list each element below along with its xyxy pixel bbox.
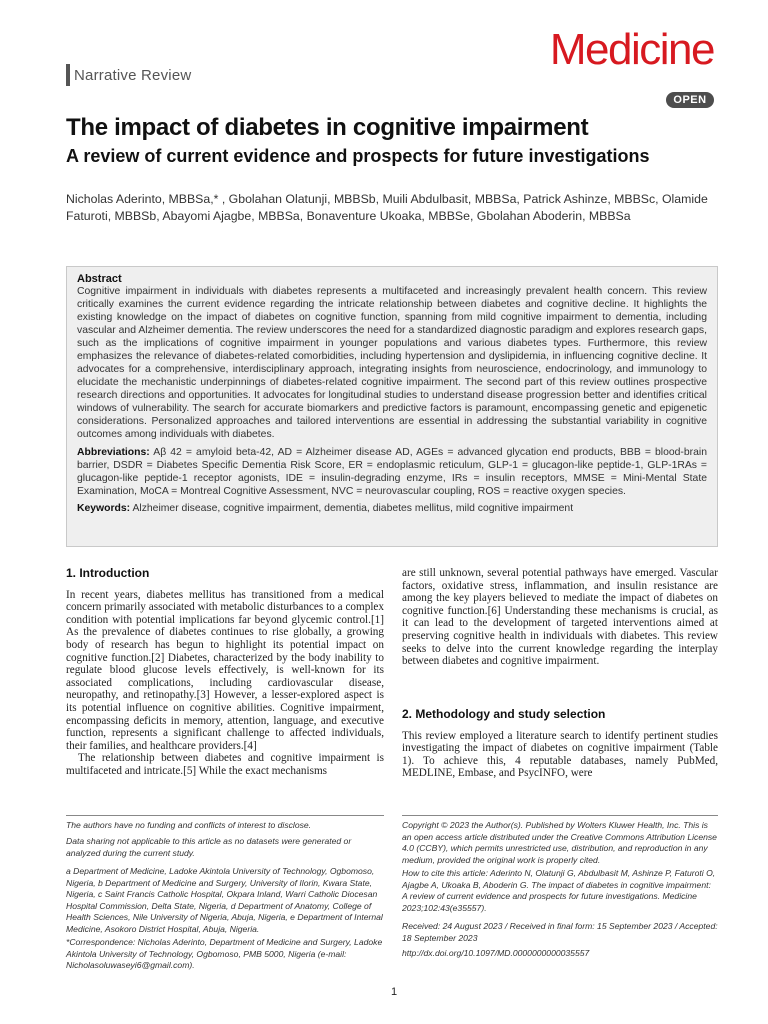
page-number: 1 <box>390 986 398 998</box>
copyright-note: Copyright © 2023 the Author(s). Published by Wolters Kluwer Health, Inc. This is an open access article distributed under the Creative Commons Attribution License 4.0 (CCBY), which permits unrestricted use, distribution, and reproduction in any medium, provided the original work is properly cited. <box>402 820 717 865</box>
intro-heading: 1. Introduction <box>66 566 150 580</box>
abstract-box <box>66 266 718 547</box>
doi-link[interactable]: http://dx.doi.org/10.1097/MD.0000000000035557 <box>402 948 590 958</box>
keywords-label: Keywords: <box>77 503 131 514</box>
data-sharing-note: Data sharing not applicable to this article as no datasets were generated or analyzed during the current study. <box>66 836 352 858</box>
correspondence-note: *Correspondence: Nicholas Aderinto, Department of Medicine and Surgery, Ladoke Akintola University of Technology, Ogbomoso, PMB 5000, Nigeria (e-mail: Nicholasoluwaseyi6@gmail.com). <box>66 937 383 971</box>
methods-section <box>402 708 718 780</box>
affiliations-note: a Department of Medicine, Ladoke Akintola University of Technology, Ogbomoso, Nigeria, b Department of Medicine and Surgery, University of Ilorin, Kwara State, Nigeria, c Saint Francis Catholic Hospital, Okpara Inland, Warri Catholic Diocesan Hospital Commission, Delta State, Nigeria, d Department of Anatomy, College of Health Sciences, Nile University of Nigeria, Abuja, Nigeria, e Department of Internal Medicine, Asokoro District Hospital, Abuja, Nigeria. <box>66 866 383 934</box>
article-subtitle: A review of current evidence and prospects for future investigations <box>66 146 650 166</box>
methods-paragraph-1: This review employed a literature search to identify pertinent studies investigating the impact of diabetes on cognitive impairment (Table 1). To achieve this, 4 reputable databases, namely PubMed, MEDLINE, Embase, and PsycINFO, were <box>402 729 718 780</box>
author-line: Nicholas Aderinto, MBBSa,* , Gbolahan Olatunji, MBBSb, Muili Abdulbasit, MBBSa, Patrick Ashinze, MBBSc, Olamide Faturoti, MBBSb, Abayomi Ajagbe, MBBSa, Bonaventure Ukoaka, MBBSe, Gbolahan Aboderin, MBBSa <box>66 192 708 223</box>
right-column <box>402 567 718 668</box>
left-column <box>66 567 384 778</box>
abstract-text: Cognitive impairment in individuals with diabetes represents a multifaceted and increasingly prevalent health concern. This review critically examines the current evidence regarding the intricate relationship between diabetes and cognitive decline. It highlights the existing knowledge on the impact of diabetes on cognitive function, spanning from mild cognitive impairment to dementia, including vascular and Alzheimer dementia. The review underscores the need for a standardized diagnostic paradigm and explores research gaps, such as the implications of cognitive impairment in younger populations and various diabetes types. Furthermore, this review emphasizes the relevance of diabetes-related comorbidities, including hypertension and dyslipidemia, in influencing cognitive decline. It advocates for a comprehensive, interdisciplinary approach, integrating insights from neuroscience, endocrinology, and immunology to elucidate the mechanistic underpinnings of diabetes-related cognitive impairment. The second part of this review outlines prospective research directions and opportunities. It advocates for longitudinal studies to understand disease progression better and identifies critical windows of vulnerability. The search for accurate biomarkers and predictive factors is paramount, encompassing genetic and epigenetic considerations. Personalized approaches and tailored interventions are essential in addressing the substantial variability in cognitive outcomes among individuals with diabetes. <box>77 286 707 440</box>
funding-note: The authors have no funding and conflicts of interest to disclose. <box>66 820 312 830</box>
section-label-text: Narrative Review <box>74 66 192 84</box>
abbreviations <box>77 446 707 498</box>
journal-logo: Medicine <box>549 25 714 74</box>
open-access-badge: OPEN <box>666 92 714 108</box>
section-marker <box>66 64 70 86</box>
intro-paragraph-1: In recent years, diabetes mellitus has transitioned from a medical concern primarily associated with metabolic disturbances to a complex condition with potential implications far beyond glycemic control.[1] As the prevalence of diabetes continues to rise globally, a growing body of research has begun to highlight its potential impact on cognitive function.[2] Diabetes, characterized by the body inability to regulate blood glucose levels effectively, is well-known for its associated complications, including cardiovascular disease, neuropathy, and retinopathy.[3] However, a lesser-explored aspect is its potential influence on cognitive abilities. Cognitive impairment, encompassing deficits in memory, attention, language, and executive function, represents a significant challenge to affected individuals, their families, and healthcare providers.[4] <box>66 588 384 752</box>
methods-heading: 2. Methodology and study selection <box>402 707 606 721</box>
keywords <box>77 502 707 515</box>
keywords-text: Alzheimer disease, cognitive impairment, dementia, diabetes mellitus, mild cognitive impairment <box>132 503 574 514</box>
article-title: The impact of diabetes in cognitive impairment <box>66 114 589 141</box>
abstract-heading: Abstract <box>77 273 122 285</box>
intro-paragraph-2: The relationship between diabetes and cognitive impairment is multifaceted and intricate.[5] While the exact mechanisms <box>66 752 384 777</box>
received-dates: Received: 24 August 2023 / Received in final form: 15 September 2023 / Accepted: 18 September 2023 <box>402 921 718 943</box>
citation-note: How to cite this article: Aderinto N, Olatunji G, Abdulbasit M, Ashinze P, Faturoti O, Ajagbe A, Ukoaka B, Aboderin G. The impact of diabetes in cognitive impairment: A review of current evidence and prospects for future investigations. Medicine 2023;102:43(e35557). <box>402 868 716 913</box>
footnote-divider-left <box>66 815 384 816</box>
intro-paragraph-2-continued: are still unknown, several potential pathways have emerged. Vascular factors, oxidative stress, inflammation, and insulin resistance are among the key players believed to mediate the impact of diabetes on cognitive function.[6] Understanding these mechanisms is crucial, as it can lead to the development of targeted interventions aimed at preserving cognitive health in individuals with diabetes. This review seeks to delve into the current knowledge regarding the interplay between diabetes and cognitive impairment. <box>402 567 718 668</box>
author-list <box>66 191 726 225</box>
abbreviations-text: Aβ 42 = amyloid beta-42, AD = Alzheimer disease AD, AGEs = advanced glycation end products, BBB = blood-brain barrier, DSDR = Diabetes Specific Dementia Risk Score, ER = endoplasmic reticulum, GLP-1 = glucagon-like peptide-1, GLP-1RAs = glucagon-like peptide-1 receptor agonists, IDE = insulin-degrading enzyme, IRs = insulin receptors, MMSE = Mini-Mental State Examination, MoCA = Montreal Cognitive Assessment, NVC = neurovascular coupling, ROS = reactive oxygen species. <box>77 447 707 497</box>
footnote-divider-right <box>402 815 718 816</box>
abbreviations-label: Abbreviations: <box>77 447 150 458</box>
section-label <box>66 64 191 86</box>
